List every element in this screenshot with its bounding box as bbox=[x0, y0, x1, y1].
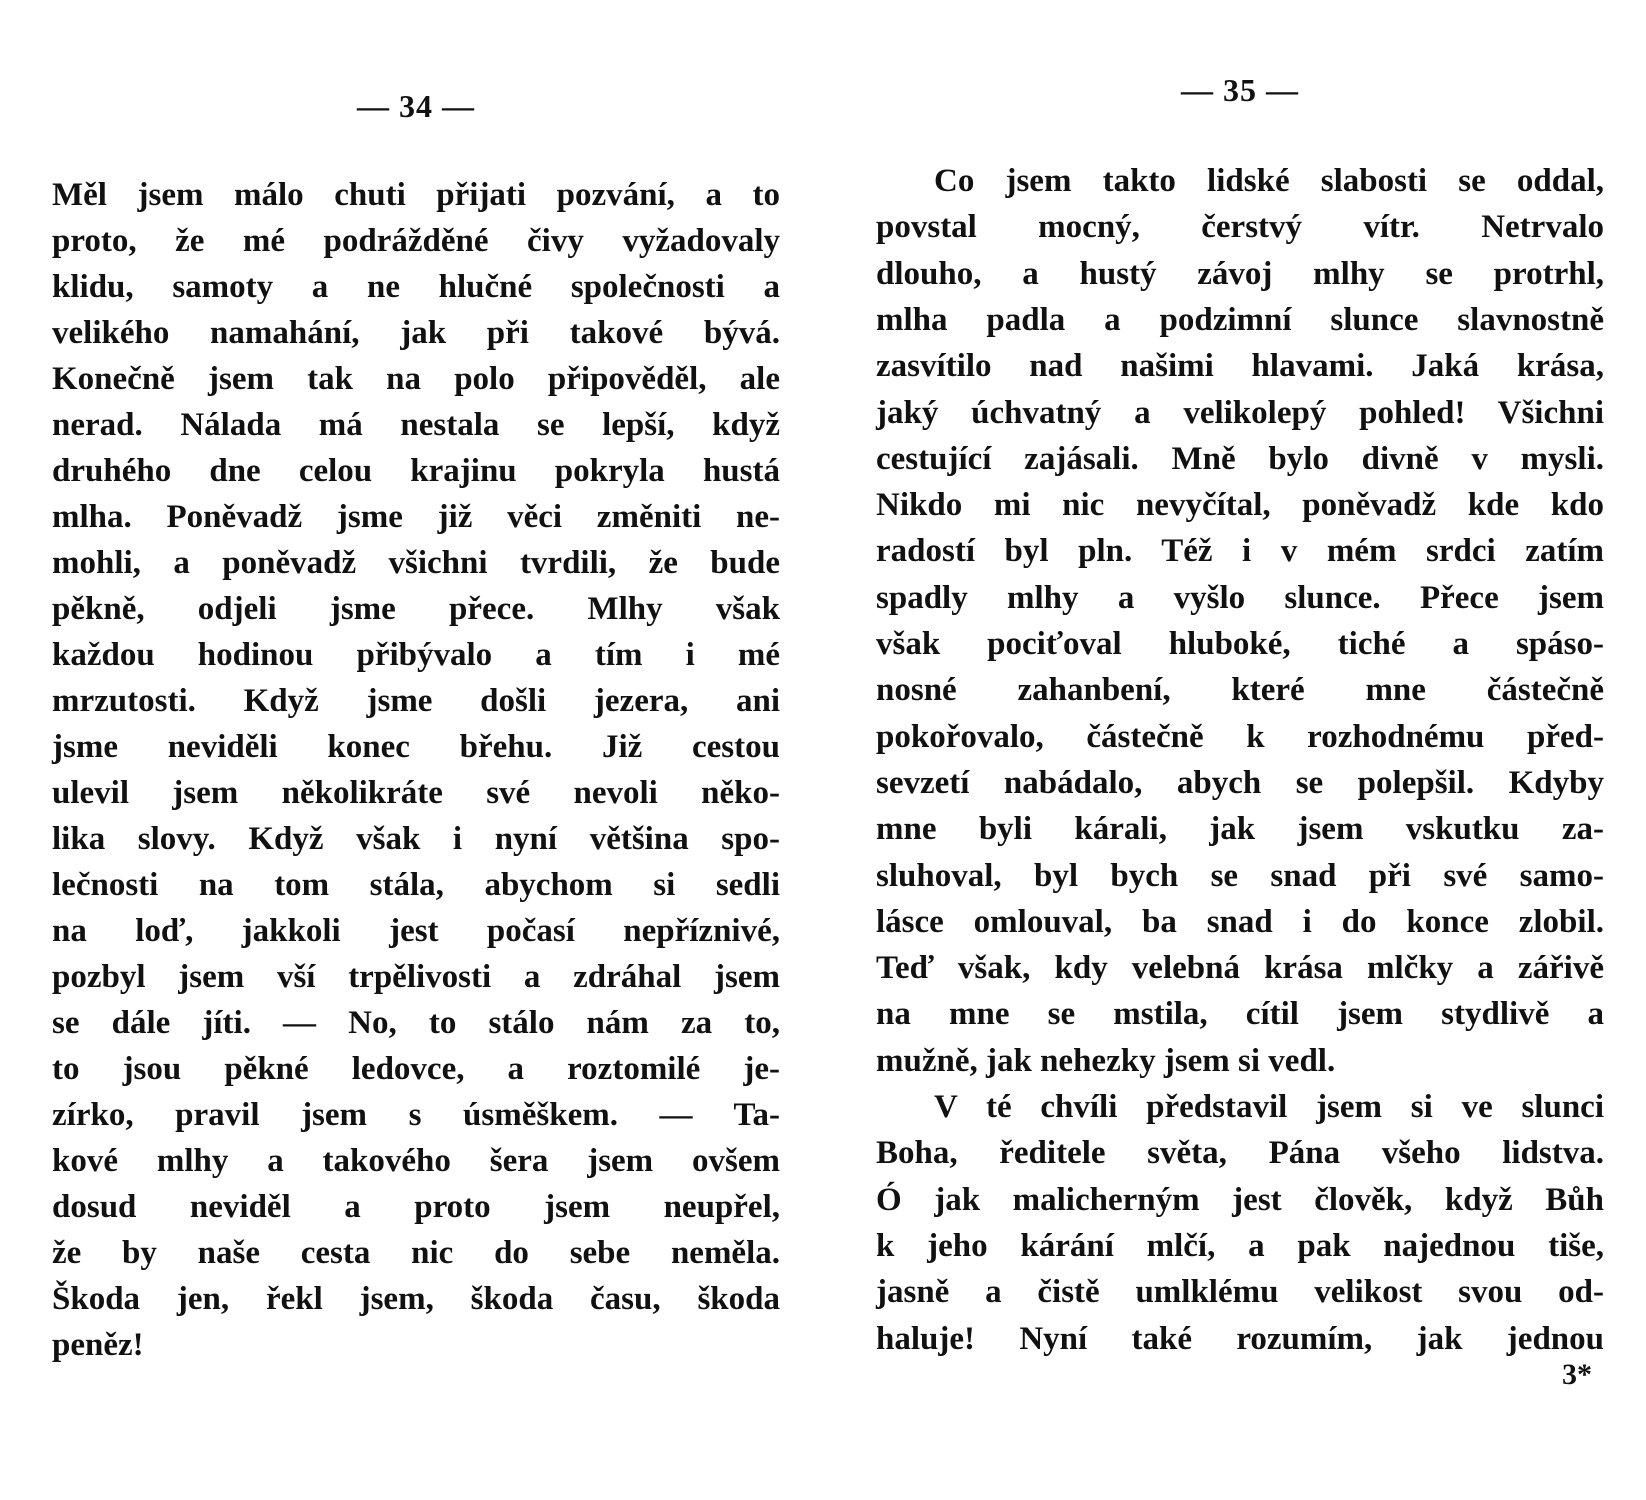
text-line: lásce omlouval, ba snad i do konce zlobil. bbox=[876, 903, 1604, 940]
text-line: lika slovy. Když však i nyní většina spo- bbox=[52, 821, 780, 857]
text-line: Konečně jsem tak na polo připověděl, ale bbox=[52, 361, 780, 397]
text-line: k jeho kárání mlčí, a pak najednou tiše, bbox=[876, 1227, 1604, 1264]
text-line: V té chvíli představil jsem si ve slunci bbox=[934, 1089, 1604, 1125]
text-line: Boha, ředitele světa, Pána všeho lidstva. bbox=[876, 1135, 1604, 1172]
text-line: na mne se mstila, cítil jsem stydlivě a bbox=[876, 996, 1604, 1033]
text-line: kové mlhy a takového šera jsem ovšem bbox=[52, 1143, 780, 1179]
text-line: radostí byl pln. Též i v mém srdci zatím bbox=[876, 533, 1604, 570]
text-line: mlha padla a podzimní slunce slavnostně bbox=[876, 301, 1604, 338]
page-number-left: — 34 — bbox=[357, 88, 475, 124]
text-line: mohli, a poněvadž všichni tvrdili, že bude bbox=[52, 545, 780, 581]
text-line: proto, že mé podrážděné čivy vyžadovaly bbox=[52, 223, 780, 259]
text-line: pěkně, odjeli jsme přece. Mlhy však bbox=[52, 591, 780, 627]
text-line: nosné zahanbení, které mne částečně bbox=[876, 672, 1604, 709]
text-line: sluhoval, byl bych se snad při své samo- bbox=[876, 857, 1604, 894]
text-line: ulevil jsem několikráte své nevoli něko- bbox=[52, 775, 780, 811]
text-line: mne byli kárali, jak jsem vskutku za- bbox=[876, 811, 1604, 848]
text-line: pokořovalo, částečně k rozhodnému před- bbox=[876, 718, 1604, 755]
text-line: na loď, jakkoli jest počasí nepříznivé, bbox=[52, 913, 780, 949]
text-line: jsme neviděli konec břehu. Již cestou bbox=[52, 729, 780, 765]
text-line: pozbyl jsem vší trpělivosti a zdráhal jsem bbox=[52, 959, 780, 995]
text-line: klidu, samoty a ne hlučné společnosti a bbox=[52, 269, 780, 305]
text-line: Škoda jen, řekl jsem, škoda času, škoda bbox=[52, 1281, 780, 1317]
text-line: sevzetí nabádalo, abych se polepšil. Kdyby bbox=[876, 764, 1604, 801]
text-line: každou hodinou přibývalo a tím i mé bbox=[52, 637, 780, 673]
text-line: dlouho, a hustý závoj mlhy se protrhl, bbox=[876, 255, 1604, 292]
text-line: jaký úchvatný a velikolepý pohled! Všichni bbox=[876, 394, 1604, 431]
text-line: peněz! bbox=[52, 1327, 144, 1363]
text-line: Ó jak malicherným jest člověk, když Bůh bbox=[876, 1181, 1604, 1218]
text-line: velikého namahání, jak při takové bývá. bbox=[52, 315, 780, 351]
text-line: že by naše cesta nic do sebe neměla. bbox=[52, 1235, 780, 1271]
text-line: povstal mocný, čerstvý vítr. Netrvalo bbox=[876, 209, 1604, 246]
text-line: to jsou pěkné ledovce, a roztomilé je- bbox=[52, 1051, 780, 1087]
text-line: jasně a čistě umlklému velikost svou od- bbox=[876, 1274, 1604, 1311]
text-line: zírko, pravil jsem s úsměškem. — Ta- bbox=[52, 1097, 780, 1133]
text-line: mužně, jak nehezky jsem si vedl. bbox=[876, 1042, 1336, 1079]
text-line: zasvítilo nad našimi hlavami. Jaká krása, bbox=[876, 348, 1604, 385]
text-line: mlha. Poněvadž jsme již věci změniti ne- bbox=[52, 499, 780, 535]
text-line: dosud neviděl a proto jsem neupřel, bbox=[52, 1189, 780, 1225]
text-line: cestující zajásali. Mně bylo divně v mysli. bbox=[876, 440, 1604, 477]
text-line: haluje! Nyní také rozumím, jak jednou bbox=[876, 1320, 1604, 1357]
text-line: Měl jsem málo chuti přijati pozvání, a to bbox=[52, 177, 780, 213]
text-line: lečnosti na tom stála, abychom si sedli bbox=[52, 867, 780, 903]
text-line: se dále jíti. — No, to stálo nám za to, bbox=[52, 1005, 780, 1041]
text-line: spadly mlhy a vyšlo slunce. Přece jsem bbox=[876, 579, 1604, 616]
text-line: Co jsem takto lidské slabosti se oddal, bbox=[934, 163, 1604, 199]
text-line: však pociťoval hluboké, tiché a spáso- bbox=[876, 626, 1604, 662]
text-line: mrzutosti. Když jsme došli jezera, ani bbox=[52, 683, 780, 719]
text-line: Nikdo mi nic nevyčítal, poněvadž kde kdo bbox=[876, 487, 1604, 524]
text-line: druhého dne celou krajinu pokryla hustá bbox=[52, 453, 780, 489]
text-line: nerad. Nálada má nestala se lepší, když bbox=[52, 407, 780, 443]
signature-mark: 3* bbox=[1562, 1357, 1592, 1391]
text-line: Teď však, kdy velebná krása mlčky a zářivě bbox=[876, 950, 1604, 987]
page-number-right: — 35 — bbox=[1181, 72, 1299, 108]
